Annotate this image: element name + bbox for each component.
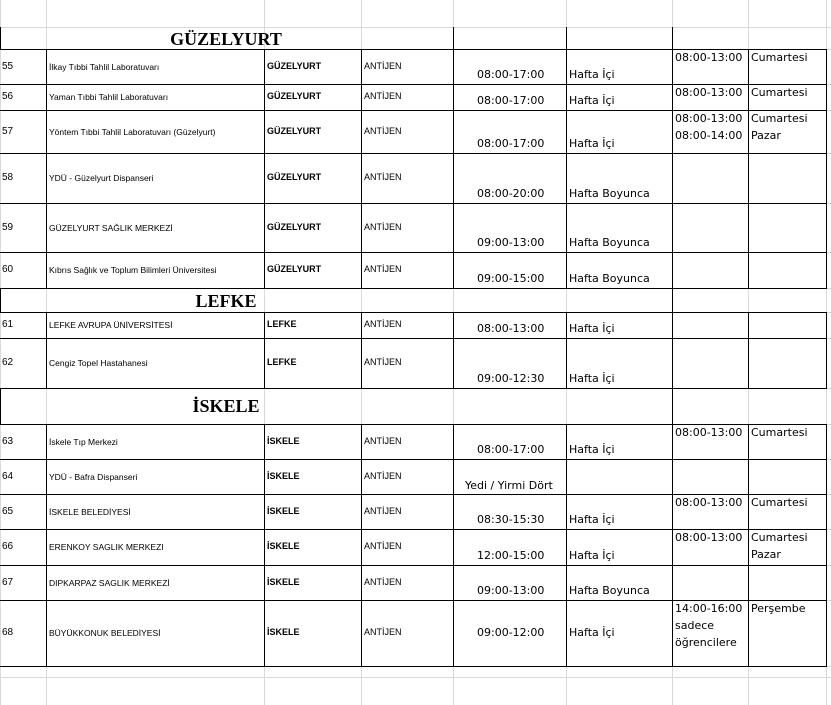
location-name: YDÜ - Bafra Dispanseri <box>49 472 138 482</box>
extra-days: Pazar <box>751 129 781 142</box>
table-border <box>672 388 673 424</box>
table-border <box>46 312 47 339</box>
table-border <box>748 49 749 85</box>
table-border <box>566 252 567 289</box>
table-border <box>0 312 826 313</box>
table-border <box>264 110 265 154</box>
weekday-days: Hafta Boyunca <box>569 584 650 597</box>
table-border <box>748 459 749 495</box>
gridline <box>0 27 831 28</box>
weekday-days: Hafta Boyunca <box>569 187 650 200</box>
weekday-days: Hafta İçi <box>569 443 615 456</box>
weekday-days: Hafta Boyunca <box>569 236 650 249</box>
test-type: ANTİJEN <box>364 61 402 71</box>
table-border <box>672 565 673 601</box>
table-border <box>361 459 362 495</box>
location-name: DIPKARPAZ SAGLIK MERKEZİ <box>49 578 170 588</box>
extra-hours: 08:00-13:00 <box>675 426 743 439</box>
location-name: İskele Tıp Merkezi <box>49 437 118 447</box>
weekday-hours: 08:00-17:00 <box>477 68 545 81</box>
table-border <box>453 49 454 85</box>
table-row <box>0 494 826 529</box>
row-number: 58 <box>2 172 14 183</box>
region: GÜZELYURT <box>267 222 322 232</box>
extra-days: Pazar <box>751 548 781 561</box>
table-border <box>0 110 826 111</box>
table-border <box>566 424 567 460</box>
table-border <box>672 459 673 495</box>
table-border <box>264 252 265 289</box>
table-border <box>566 459 567 495</box>
weekday-hours: 08:00-17:00 <box>477 443 545 456</box>
table-border <box>0 424 826 425</box>
table-border <box>361 110 362 154</box>
row-number: 64 <box>2 471 14 482</box>
section-title: GÜZELYURT <box>170 29 282 49</box>
table-border <box>826 424 827 460</box>
weekday-hours: 08:00-13:00 <box>477 322 545 335</box>
location-name: LEFKE AVRUPA ÜNİVERSİTESİ <box>49 320 173 330</box>
extra-days: Cumartesi <box>751 86 808 99</box>
test-type: ANTİJEN <box>364 222 402 232</box>
table-border <box>46 424 47 460</box>
table-border <box>264 529 265 566</box>
table-border <box>453 84 454 111</box>
table-border <box>566 494 567 530</box>
table-border <box>453 459 454 495</box>
weekday-days: Hafta İçi <box>569 372 615 385</box>
extra-days: Cumartesi <box>751 531 808 544</box>
weekday-hours: 09:00-13:00 <box>477 584 545 597</box>
test-type: ANTİJEN <box>364 436 402 446</box>
table-row <box>0 529 826 565</box>
table-border <box>361 84 362 111</box>
table-border <box>46 252 47 289</box>
weekday-hours: Yedi / Yirmi Dört <box>465 479 553 492</box>
extra-hours: 08:00-13:00 <box>675 496 743 509</box>
location-name: BÜYÜKKONUK BELEDİYESİ <box>49 628 161 638</box>
table-border <box>453 494 454 530</box>
table-border <box>46 494 47 530</box>
extra-hours: 14:00-16:00 <box>675 602 743 615</box>
table-border <box>46 338 47 389</box>
extra-hours: 08:00-13:00 <box>675 112 743 125</box>
table-row <box>0 338 826 388</box>
location-name: Kıbrıs Sağlık ve Toplum Bilimleri Üniversitesi <box>49 265 217 275</box>
table-row <box>0 110 826 153</box>
weekday-days: Hafta Boyunca <box>569 272 650 285</box>
table-border <box>748 565 749 601</box>
table-border <box>361 338 362 389</box>
weekday-hours: 08:00-17:00 <box>477 94 545 107</box>
table-border <box>672 424 673 460</box>
location-name: Yaman Tıbbi Tahlil Laboratuvarı <box>49 92 169 102</box>
table-border <box>748 252 749 289</box>
table-border <box>672 153 673 204</box>
table-border <box>0 600 826 601</box>
weekday-days: Hafta İçi <box>569 68 615 81</box>
section-title: İSKELE <box>192 396 260 416</box>
region: İSKELE <box>267 471 300 481</box>
test-type: ANTİJEN <box>364 506 402 516</box>
extra-hours: 08:00-13:00 <box>675 51 743 64</box>
table-border <box>264 84 265 111</box>
table-border <box>264 459 265 495</box>
table-border <box>46 153 47 204</box>
region: İSKELE <box>267 506 300 516</box>
region: İSKELE <box>267 436 300 446</box>
table-border <box>0 288 826 289</box>
table-border <box>672 494 673 530</box>
table-border <box>672 84 673 111</box>
table-border <box>672 600 673 667</box>
table-border <box>748 600 749 667</box>
table-border <box>0 459 826 460</box>
table-border <box>361 203 362 253</box>
table-border <box>0 565 826 566</box>
location-name: Yöntem Tıbbi Tahlil Laboratuvarı (Güzelyurt) <box>49 127 216 137</box>
location-name: GÜZELYURT SAĞLIK MERKEZİ <box>49 223 173 233</box>
table-border <box>46 49 47 85</box>
table-row <box>0 49 826 84</box>
table-border <box>672 27 673 49</box>
extra-days: Cumartesi <box>751 496 808 509</box>
table-border <box>826 252 827 289</box>
table-border <box>264 153 265 204</box>
region: GÜZELYURT <box>267 172 322 182</box>
table-border <box>264 494 265 530</box>
table-border <box>0 529 826 530</box>
table-border <box>46 84 47 111</box>
table-border <box>672 110 673 154</box>
table-border <box>46 600 47 667</box>
extra-days: Cumartesi <box>751 51 808 64</box>
table-border <box>566 27 567 49</box>
table-border <box>0 388 1 424</box>
table-border <box>566 153 567 204</box>
table-border <box>748 424 749 460</box>
test-type: ANTİJEN <box>364 91 402 101</box>
region: GÜZELYURT <box>267 61 322 71</box>
test-type: ANTİJEN <box>364 126 402 136</box>
table-border <box>826 110 827 154</box>
table-border <box>0 338 826 339</box>
table-border <box>361 529 362 566</box>
test-type: ANTİJEN <box>364 357 402 367</box>
section-title: LEFKE <box>195 291 257 311</box>
table-border <box>748 84 749 111</box>
weekday-hours: 12:00-15:00 <box>477 549 545 562</box>
table-border <box>453 424 454 460</box>
table-border <box>453 529 454 566</box>
table-border <box>0 388 826 389</box>
table-border <box>361 424 362 460</box>
region: İSKELE <box>267 627 300 637</box>
weekday-hours: 08:30-15:30 <box>477 513 545 526</box>
table-row <box>0 203 826 252</box>
table-border <box>361 494 362 530</box>
table-border <box>46 203 47 253</box>
table-border <box>0 49 826 50</box>
location-name: ERENKOY SAGLIK MERKEZI <box>49 542 164 552</box>
table-border <box>0 252 826 253</box>
weekday-days: Hafta İçi <box>569 549 615 562</box>
table-border <box>453 565 454 601</box>
row-number: 61 <box>2 319 14 330</box>
table-border <box>0 84 826 85</box>
table-border <box>672 529 673 566</box>
weekday-days: Hafta İçi <box>569 513 615 526</box>
row-number: 67 <box>2 577 14 588</box>
row-number: 57 <box>2 126 14 137</box>
location-name: İSKELE BELEDİYESİ <box>49 507 131 517</box>
row-number: 62 <box>2 357 14 368</box>
region: İSKELE <box>267 541 300 551</box>
table-border <box>826 49 827 85</box>
table-border <box>566 529 567 566</box>
table-border <box>826 312 827 339</box>
table-border <box>748 153 749 204</box>
region: GÜZELYURT <box>267 91 322 101</box>
table-border <box>453 338 454 389</box>
table-border <box>0 288 1 312</box>
weekday-hours: 09:00-12:30 <box>477 372 545 385</box>
region: LEFKE <box>267 357 297 367</box>
table-border <box>672 288 673 312</box>
row-number: 68 <box>2 627 14 638</box>
test-type: ANTİJEN <box>364 319 402 329</box>
table-border <box>0 27 1 49</box>
table-border <box>826 565 827 601</box>
table-border <box>0 666 826 667</box>
table-border <box>453 153 454 204</box>
weekday-hours: 08:00-20:00 <box>477 187 545 200</box>
table-border <box>264 312 265 339</box>
table-border <box>748 494 749 530</box>
table-border <box>46 565 47 601</box>
table-border <box>672 312 673 339</box>
test-type: ANTİJEN <box>364 471 402 481</box>
table-border <box>361 600 362 667</box>
test-type: ANTİJEN <box>364 541 402 551</box>
table-border <box>826 153 827 204</box>
table-border <box>566 110 567 154</box>
test-type: ANTİJEN <box>364 264 402 274</box>
region: GÜZELYURT <box>267 264 322 274</box>
location-name: İlkay Tıbbi Tahlil Laboratuvarı <box>49 62 160 72</box>
row-number: 60 <box>2 264 14 275</box>
test-type: ANTİJEN <box>364 172 402 182</box>
table-border <box>0 153 826 154</box>
table-border <box>826 203 827 253</box>
table-border <box>672 49 673 85</box>
table-border <box>566 49 567 85</box>
table-border <box>46 110 47 154</box>
table-border <box>0 494 826 495</box>
weekday-days: Hafta İçi <box>569 137 615 150</box>
extra-hours: öğrencilere <box>675 636 737 649</box>
table-border <box>672 252 673 289</box>
table-border <box>264 424 265 460</box>
region: GÜZELYURT <box>267 126 322 136</box>
table-border <box>826 338 827 389</box>
extra-hours: 08:00-13:00 <box>675 86 743 99</box>
weekday-days: Hafta İçi <box>569 322 615 335</box>
extra-days: Cumartesi <box>751 426 808 439</box>
table-border <box>264 338 265 389</box>
weekday-hours: 09:00-12:00 <box>477 626 545 639</box>
test-type: ANTİJEN <box>364 627 402 637</box>
table-border <box>264 565 265 601</box>
extra-hours: 08:00-14:00 <box>675 129 743 142</box>
table-row <box>0 252 826 288</box>
table-border <box>453 600 454 667</box>
weekday-days: Hafta İçi <box>569 94 615 107</box>
extra-days: Perşembe <box>751 602 806 615</box>
table-border <box>361 565 362 601</box>
table-row <box>0 84 826 110</box>
row-number: 65 <box>2 506 14 517</box>
weekday-hours: 08:00-17:00 <box>477 137 545 150</box>
table-border <box>361 153 362 204</box>
region: İSKELE <box>267 577 300 587</box>
weekday-hours: 09:00-13:00 <box>477 236 545 249</box>
table-border <box>826 84 827 111</box>
row-number: 63 <box>2 436 14 447</box>
table-border <box>453 27 454 49</box>
table-border <box>566 600 567 667</box>
location-name: YDÜ - Güzelyurt Dispanseri <box>49 173 154 183</box>
table-row <box>0 600 826 666</box>
table-border <box>46 459 47 495</box>
gridline <box>0 677 831 678</box>
table-border <box>566 203 567 253</box>
table-row <box>0 424 826 459</box>
table-border <box>826 600 827 667</box>
table-border <box>453 312 454 339</box>
table-border <box>748 203 749 253</box>
table-border <box>826 494 827 530</box>
table-row <box>0 312 826 338</box>
test-type: ANTİJEN <box>364 577 402 587</box>
table-border <box>264 203 265 253</box>
table-border <box>566 84 567 111</box>
table-border <box>264 49 265 85</box>
table-border <box>748 529 749 566</box>
row-number: 66 <box>2 541 14 552</box>
table-border <box>0 203 826 204</box>
weekday-days: Hafta İçi <box>569 626 615 639</box>
table-border <box>361 252 362 289</box>
extra-hours: sadece <box>675 619 715 632</box>
table-border <box>453 203 454 253</box>
extra-days: Cumartesi <box>751 112 808 125</box>
table-border <box>826 529 827 566</box>
table-border <box>566 565 567 601</box>
table-border <box>46 529 47 566</box>
table-border <box>672 338 673 389</box>
table-border <box>672 203 673 253</box>
table-border <box>361 312 362 339</box>
row-number: 55 <box>2 61 14 72</box>
table-row <box>0 153 826 203</box>
table-border <box>748 312 749 339</box>
table-border <box>748 338 749 389</box>
table-border <box>264 600 265 667</box>
table-border <box>748 110 749 154</box>
weekday-hours: 09:00-15:00 <box>477 272 545 285</box>
table-border <box>453 252 454 289</box>
table-row <box>0 459 826 494</box>
table-border <box>566 338 567 389</box>
row-number: 59 <box>2 222 14 233</box>
table-border <box>453 110 454 154</box>
table-border <box>826 459 827 495</box>
location-name: Cengiz Topel Hastahanesi <box>49 358 148 368</box>
table-border <box>566 312 567 339</box>
extra-hours: 08:00-13:00 <box>675 531 743 544</box>
table-row <box>0 565 826 600</box>
region: LEFKE <box>267 319 297 329</box>
table-border <box>361 49 362 85</box>
row-number: 56 <box>2 91 14 102</box>
